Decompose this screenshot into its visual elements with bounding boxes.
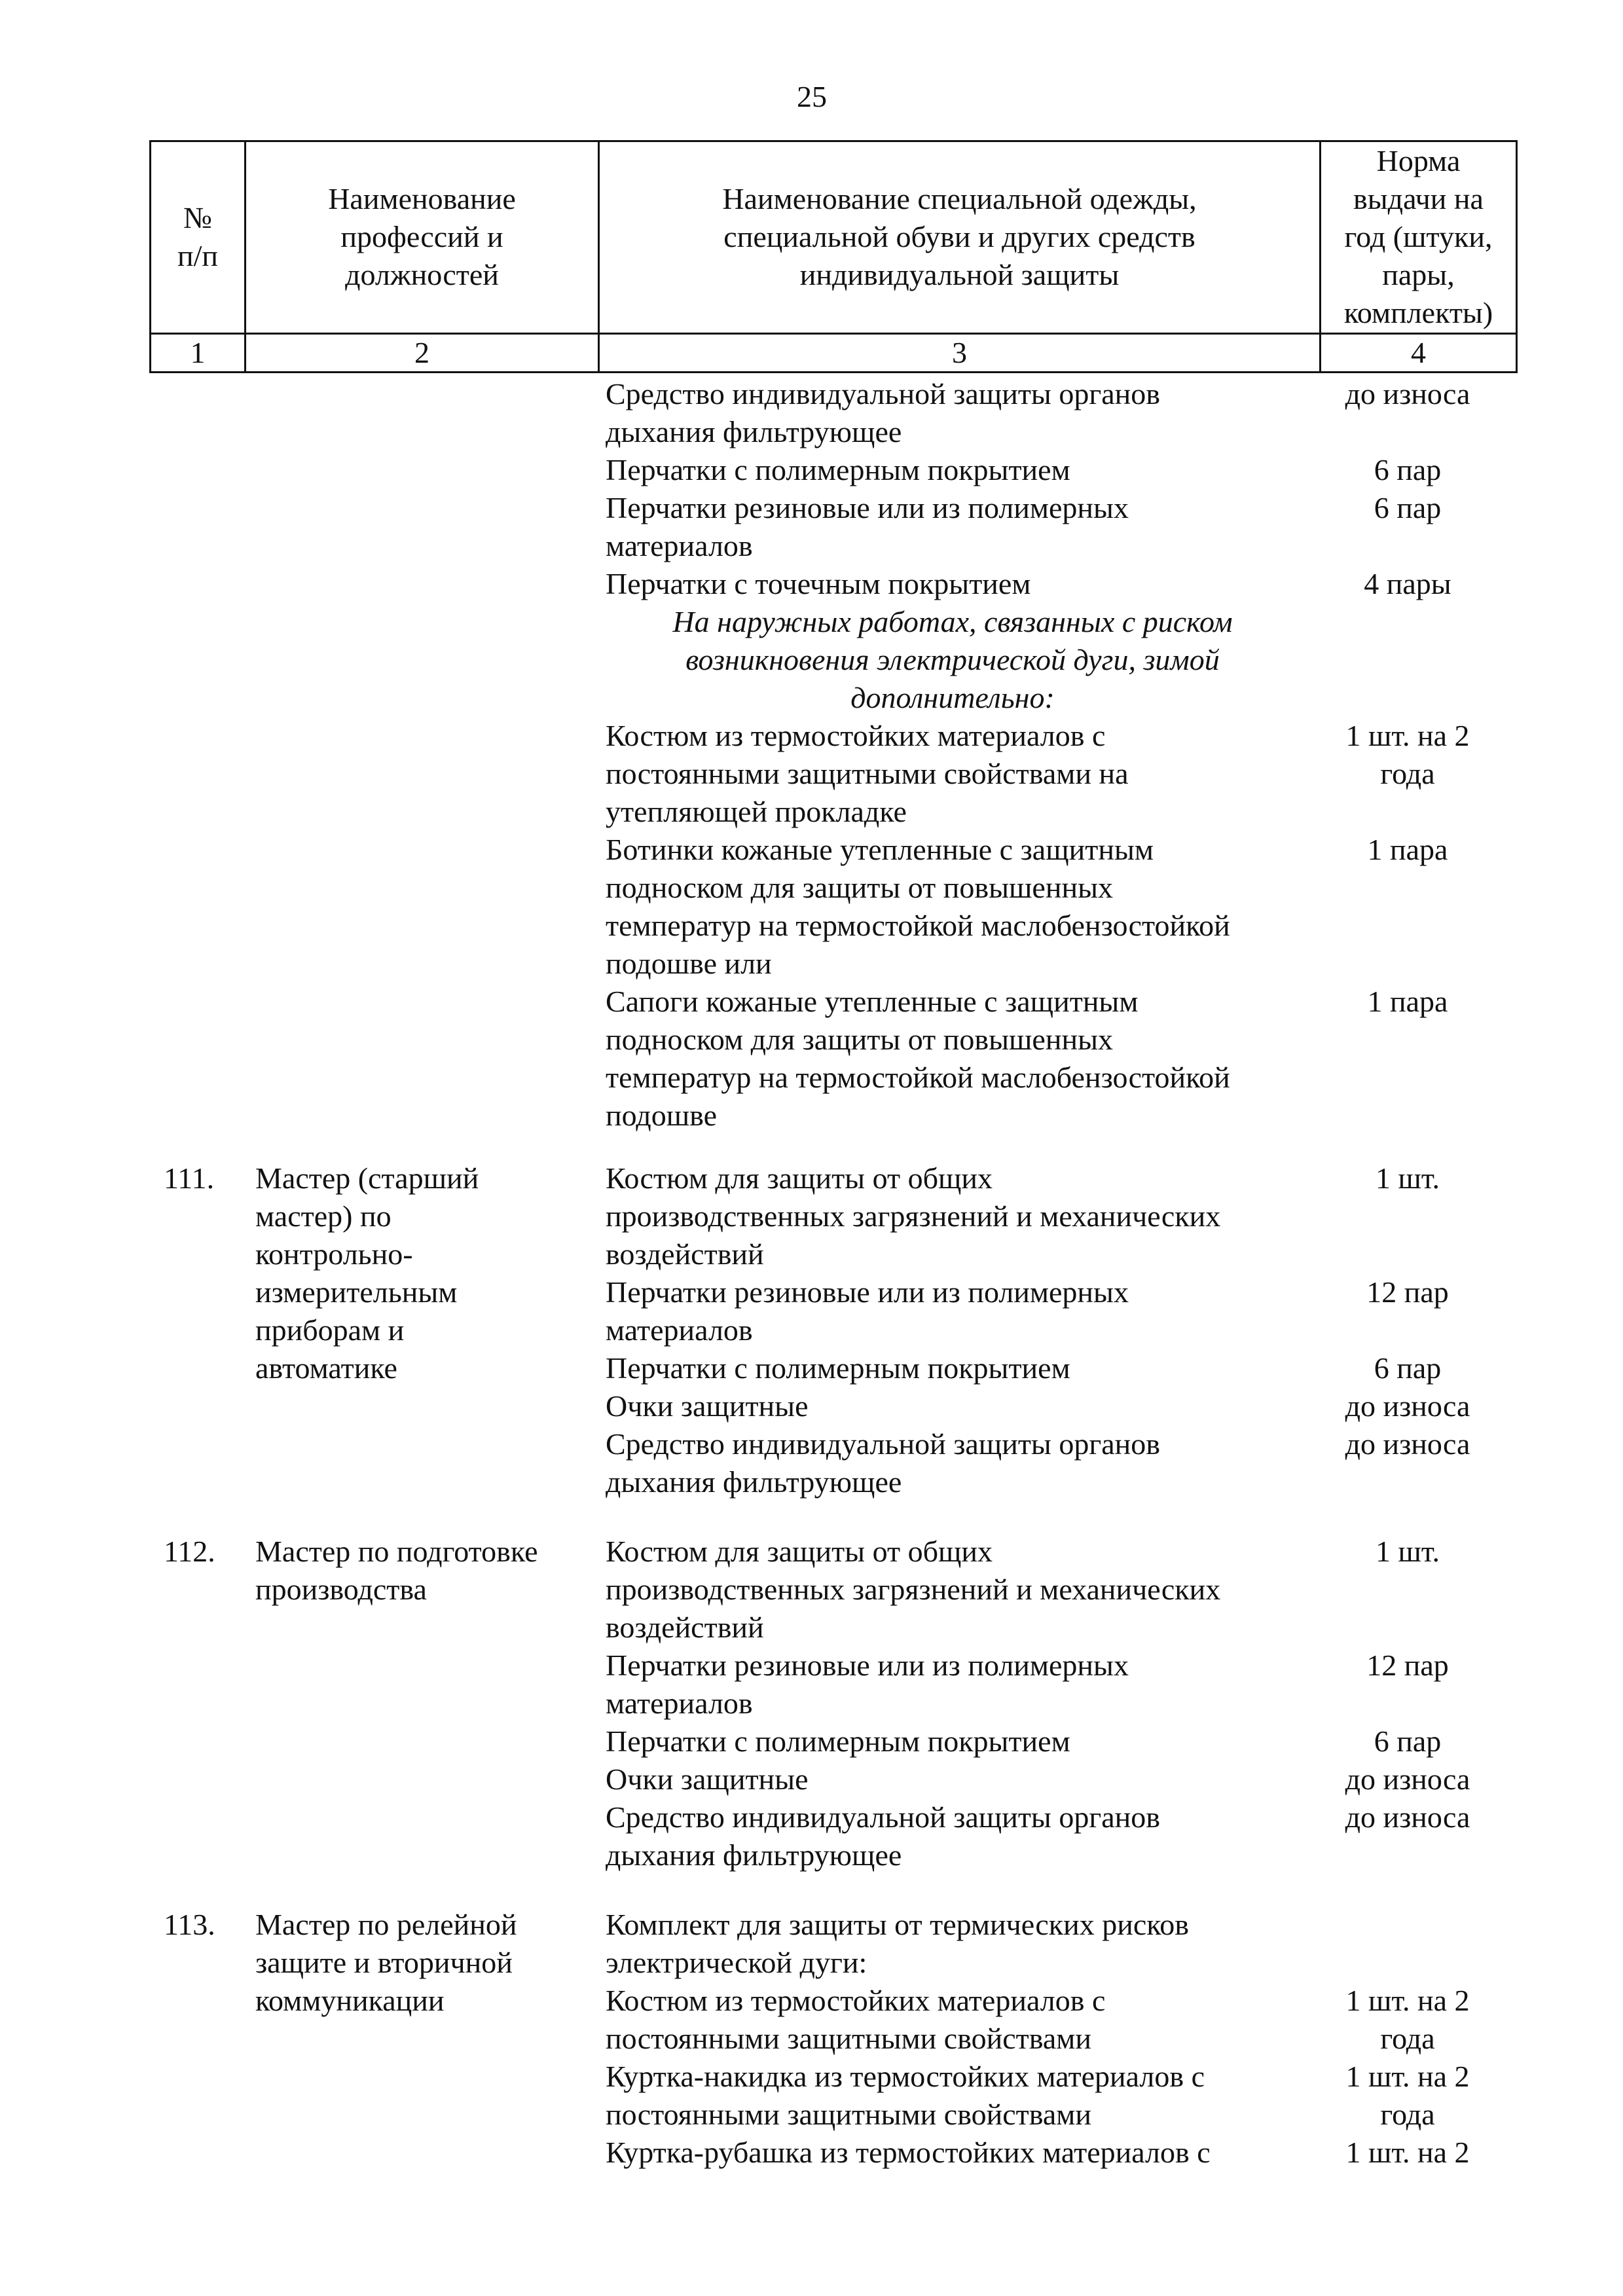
norm-line: года: [1380, 2022, 1435, 2055]
item-line: производственных загрязнений и механических: [606, 1573, 1221, 1606]
item-line: Очки защитные: [606, 1762, 809, 1796]
header-col-equipment: Наименование специальной одежды, специальной обуви и других средств индивидуальной защиты: [599, 141, 1321, 334]
item-line: Перчатки резиновые или из полимерных: [606, 1649, 1129, 1682]
header-col-profession: Наименование профессий и должностей: [246, 141, 599, 334]
norm-line: до износа: [1345, 1427, 1470, 1461]
norm-line: до износа: [1345, 1762, 1470, 1796]
item-line: Костюм для защиты от общих: [606, 1535, 993, 1568]
item-line: подноском для защиты от повышенных: [606, 1023, 1113, 1056]
item-line: дыхания фильтрующее: [606, 1838, 902, 1872]
norm-line: года: [1380, 2098, 1435, 2131]
item-line: Ботинки кожаные утепленные с защитным: [606, 833, 1154, 866]
item-line: воздействий: [606, 1237, 764, 1271]
column-number-4: 4: [1321, 333, 1517, 372]
norm-line: до износа: [1345, 1389, 1470, 1423]
norm-line: до износа: [1345, 377, 1470, 410]
profession-line: автоматике: [255, 1351, 397, 1385]
entry-number: 113.: [164, 1908, 215, 1941]
item-line: электрической дуги:: [606, 1946, 867, 1979]
item-line: Средство индивидуальной защиты органов: [606, 1800, 1160, 1834]
item-line: Перчатки с полимерным покрытием: [606, 1351, 1070, 1385]
item-line: Перчатки с полимерным покрытием: [606, 453, 1070, 486]
norm-line: 6 пар: [1374, 491, 1442, 524]
norm-line: 4 пары: [1364, 567, 1451, 600]
column-number-3: 3: [599, 333, 1321, 372]
item-line: постоянными защитными свойствами на: [606, 757, 1129, 790]
profession-line: мастер) по: [255, 1199, 392, 1233]
item-line: Перчатки с точечным покрытием: [606, 567, 1031, 600]
page-number: 25: [797, 80, 827, 113]
item-line: воздействий: [606, 1611, 764, 1644]
norm-line: 1 шт.: [1375, 1161, 1440, 1195]
item-line: Костюм для защиты от общих: [606, 1161, 993, 1195]
item-line: Сапоги кожаные утепленные с защитным: [606, 985, 1139, 1018]
norm-line: 1 шт.: [1375, 1535, 1440, 1568]
item-line: подошве: [606, 1099, 717, 1132]
norm-line: года: [1380, 757, 1435, 790]
profession-line: контрольно-: [255, 1237, 413, 1271]
norm-line: 6 пар: [1374, 1724, 1442, 1758]
item-line: Очки защитные: [606, 1389, 809, 1423]
item-line: Куртка-накидка из термостойких материалов с: [606, 2060, 1205, 2093]
note-line: дополнительно:: [850, 681, 1055, 714]
norm-line: до износа: [1345, 1800, 1470, 1834]
norm-line: 12 пар: [1366, 1275, 1449, 1309]
profession-line: измерительным: [255, 1275, 458, 1309]
norm-line: 1 шт. на 2: [1345, 719, 1470, 752]
item-line: Комплект для защиты от термических рисков: [606, 1908, 1190, 1941]
profession-line: Мастер по подготовке: [255, 1535, 538, 1568]
item-line: дыхания фильтрующее: [606, 1465, 902, 1499]
norm-line: 1 шт. на 2: [1345, 2060, 1470, 2093]
header-col-number: № п/п: [151, 141, 246, 334]
item-line: материалов: [606, 1313, 753, 1347]
item-line: постоянными защитными свойствами: [606, 2022, 1092, 2055]
item-line: дыхания фильтрующее: [606, 415, 902, 448]
profession-line: коммуникации: [255, 1984, 445, 2017]
item-line: Костюм из термостойких материалов с: [606, 1984, 1106, 2017]
item-line: Перчатки резиновые или из полимерных: [606, 1275, 1129, 1309]
norm-line: 1 пара: [1367, 833, 1448, 866]
item-line: производственных загрязнений и механических: [606, 1199, 1221, 1233]
entry-number: 111.: [164, 1161, 215, 1195]
item-line: Перчатки резиновые или из полимерных: [606, 491, 1129, 524]
norm-line: 6 пар: [1374, 1351, 1442, 1385]
note-line: возникновения электрической дуги, зимой: [685, 643, 1220, 676]
column-number-1: 1: [151, 333, 246, 372]
norm-line: 12 пар: [1366, 1649, 1449, 1682]
item-line: температур на термостойкой маслобензостойкой: [606, 1061, 1230, 1094]
item-line: Средство индивидуальной защиты органов: [606, 377, 1160, 410]
norm-line: 1 шт. на 2: [1345, 1984, 1470, 2017]
header-col-norm: Норма выдачи на год (штуки, пары, комплекты): [1321, 141, 1517, 334]
profession-line: Мастер по релейной: [255, 1908, 517, 1941]
item-line: Костюм из термостойких материалов с: [606, 719, 1106, 752]
item-line: подноском для защиты от повышенных: [606, 871, 1113, 904]
item-line: Перчатки с полимерным покрытием: [606, 1724, 1070, 1758]
item-line: температур на термостойкой маслобензостойкой: [606, 909, 1230, 942]
column-number-2: 2: [246, 333, 599, 372]
profession-line: Мастер (старший: [255, 1161, 479, 1195]
item-line: подошве или: [606, 947, 772, 980]
item-line: постоянными защитными свойствами: [606, 2098, 1092, 2131]
norm-line: 1 шт. на 2: [1345, 2136, 1470, 2169]
profession-line: защите и вторичной: [255, 1946, 513, 1979]
entry-number: 112.: [164, 1535, 215, 1568]
item-line: материалов: [606, 1686, 753, 1720]
item-line: утепляющей прокладке: [606, 795, 907, 828]
table-header: [149, 140, 1518, 373]
item-line: Куртка-рубашка из термостойких материалов с: [606, 2136, 1211, 2169]
item-line: материалов: [606, 529, 753, 562]
profession-line: приборам и: [255, 1313, 405, 1347]
profession-line: производства: [255, 1573, 427, 1606]
norm-line: 1 пара: [1367, 985, 1448, 1018]
note-line: На наружных работах, связанных с риском: [672, 605, 1233, 638]
item-line: Средство индивидуальной защиты органов: [606, 1427, 1160, 1461]
norm-line: 6 пар: [1374, 453, 1442, 486]
